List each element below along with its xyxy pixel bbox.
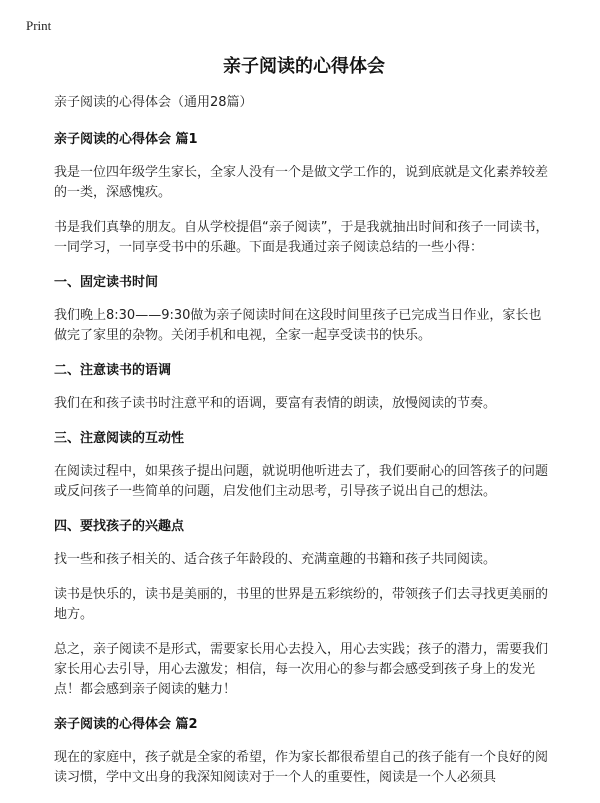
paragraph: 在阅读过程中，如果孩子提出问题，就说明他听进去了，我们要耐心的回答孩子的问题或反问孩子一些简单的问题，启发他们主动思考，引导孩子说出自己的想法。	[54, 464, 549, 499]
paragraph: 总之，亲子阅读不是形式，需要家长用心去投入，用心去实践；孩子的潜力，需要我们家长用心去引导，用心去激发；相信，每一次用心的参与都会感受到孩子身上的发光点！都会感到亲子阅读的魅力！	[54, 642, 549, 697]
document-subtitle: 亲子阅读的心得体会（通用28篇）	[54, 95, 253, 110]
section-heading: 二、注意读书的语调	[54, 363, 172, 378]
paragraph: 现在的家庭中，孩子就是全家的希望，作为家长都很希望自己的孩子能有一个良好的阅读习惯，学中文出身的我深知阅读对于一个人的重要性，阅读是一个人必须具	[54, 750, 549, 785]
paragraph: 书是我们真挚的朋友。自从学校提倡“亲子阅读”，于是我就抽出时间和孩子一同读书，一同学习，一同享受书中的乐趣。下面是我通过亲子阅读总结的一些小得：	[54, 220, 549, 255]
section-heading: 四、要找孩子的兴趣点	[54, 519, 185, 534]
paragraph: 读书是快乐的，读书是美丽的，书里的世界是五彩缤纷的，带领孩子们去寻找更美丽的地方。	[54, 587, 549, 622]
paragraph: 找一些和孩子相关的、适合孩子年龄段的、充满童趣的书籍和孩子共同阅读。	[54, 552, 497, 567]
document-body	[54, 93, 554, 803]
section-heading: 亲子阅读的心得体会 篇2	[54, 717, 198, 732]
paragraph: 我们晚上8:30——9:30做为亲子阅读时间在这段时间里孩子已完成当日作业，家长也做完了家里的杂物。关闭手机和电视，全家一起享受读书的快乐。	[54, 308, 542, 343]
section-heading: 亲子阅读的心得体会 篇1	[54, 132, 198, 147]
paragraph: 我是一位四年级学生家长，全家人没有一个是做文学工作的，说到底就是文化素养较差的一类，深感愧疚。	[54, 165, 549, 200]
section-heading: 三、注意阅读的互动性	[54, 431, 185, 446]
section-heading: 一、固定读书时间	[54, 275, 159, 290]
print-link[interactable]: Print	[26, 18, 52, 33]
page-title: 亲子阅读的心得体会	[223, 56, 385, 77]
paragraph: 我们在和孩子读书时注意平和的语调，要富有表情的朗读，放慢阅读的节奏。	[54, 396, 497, 411]
